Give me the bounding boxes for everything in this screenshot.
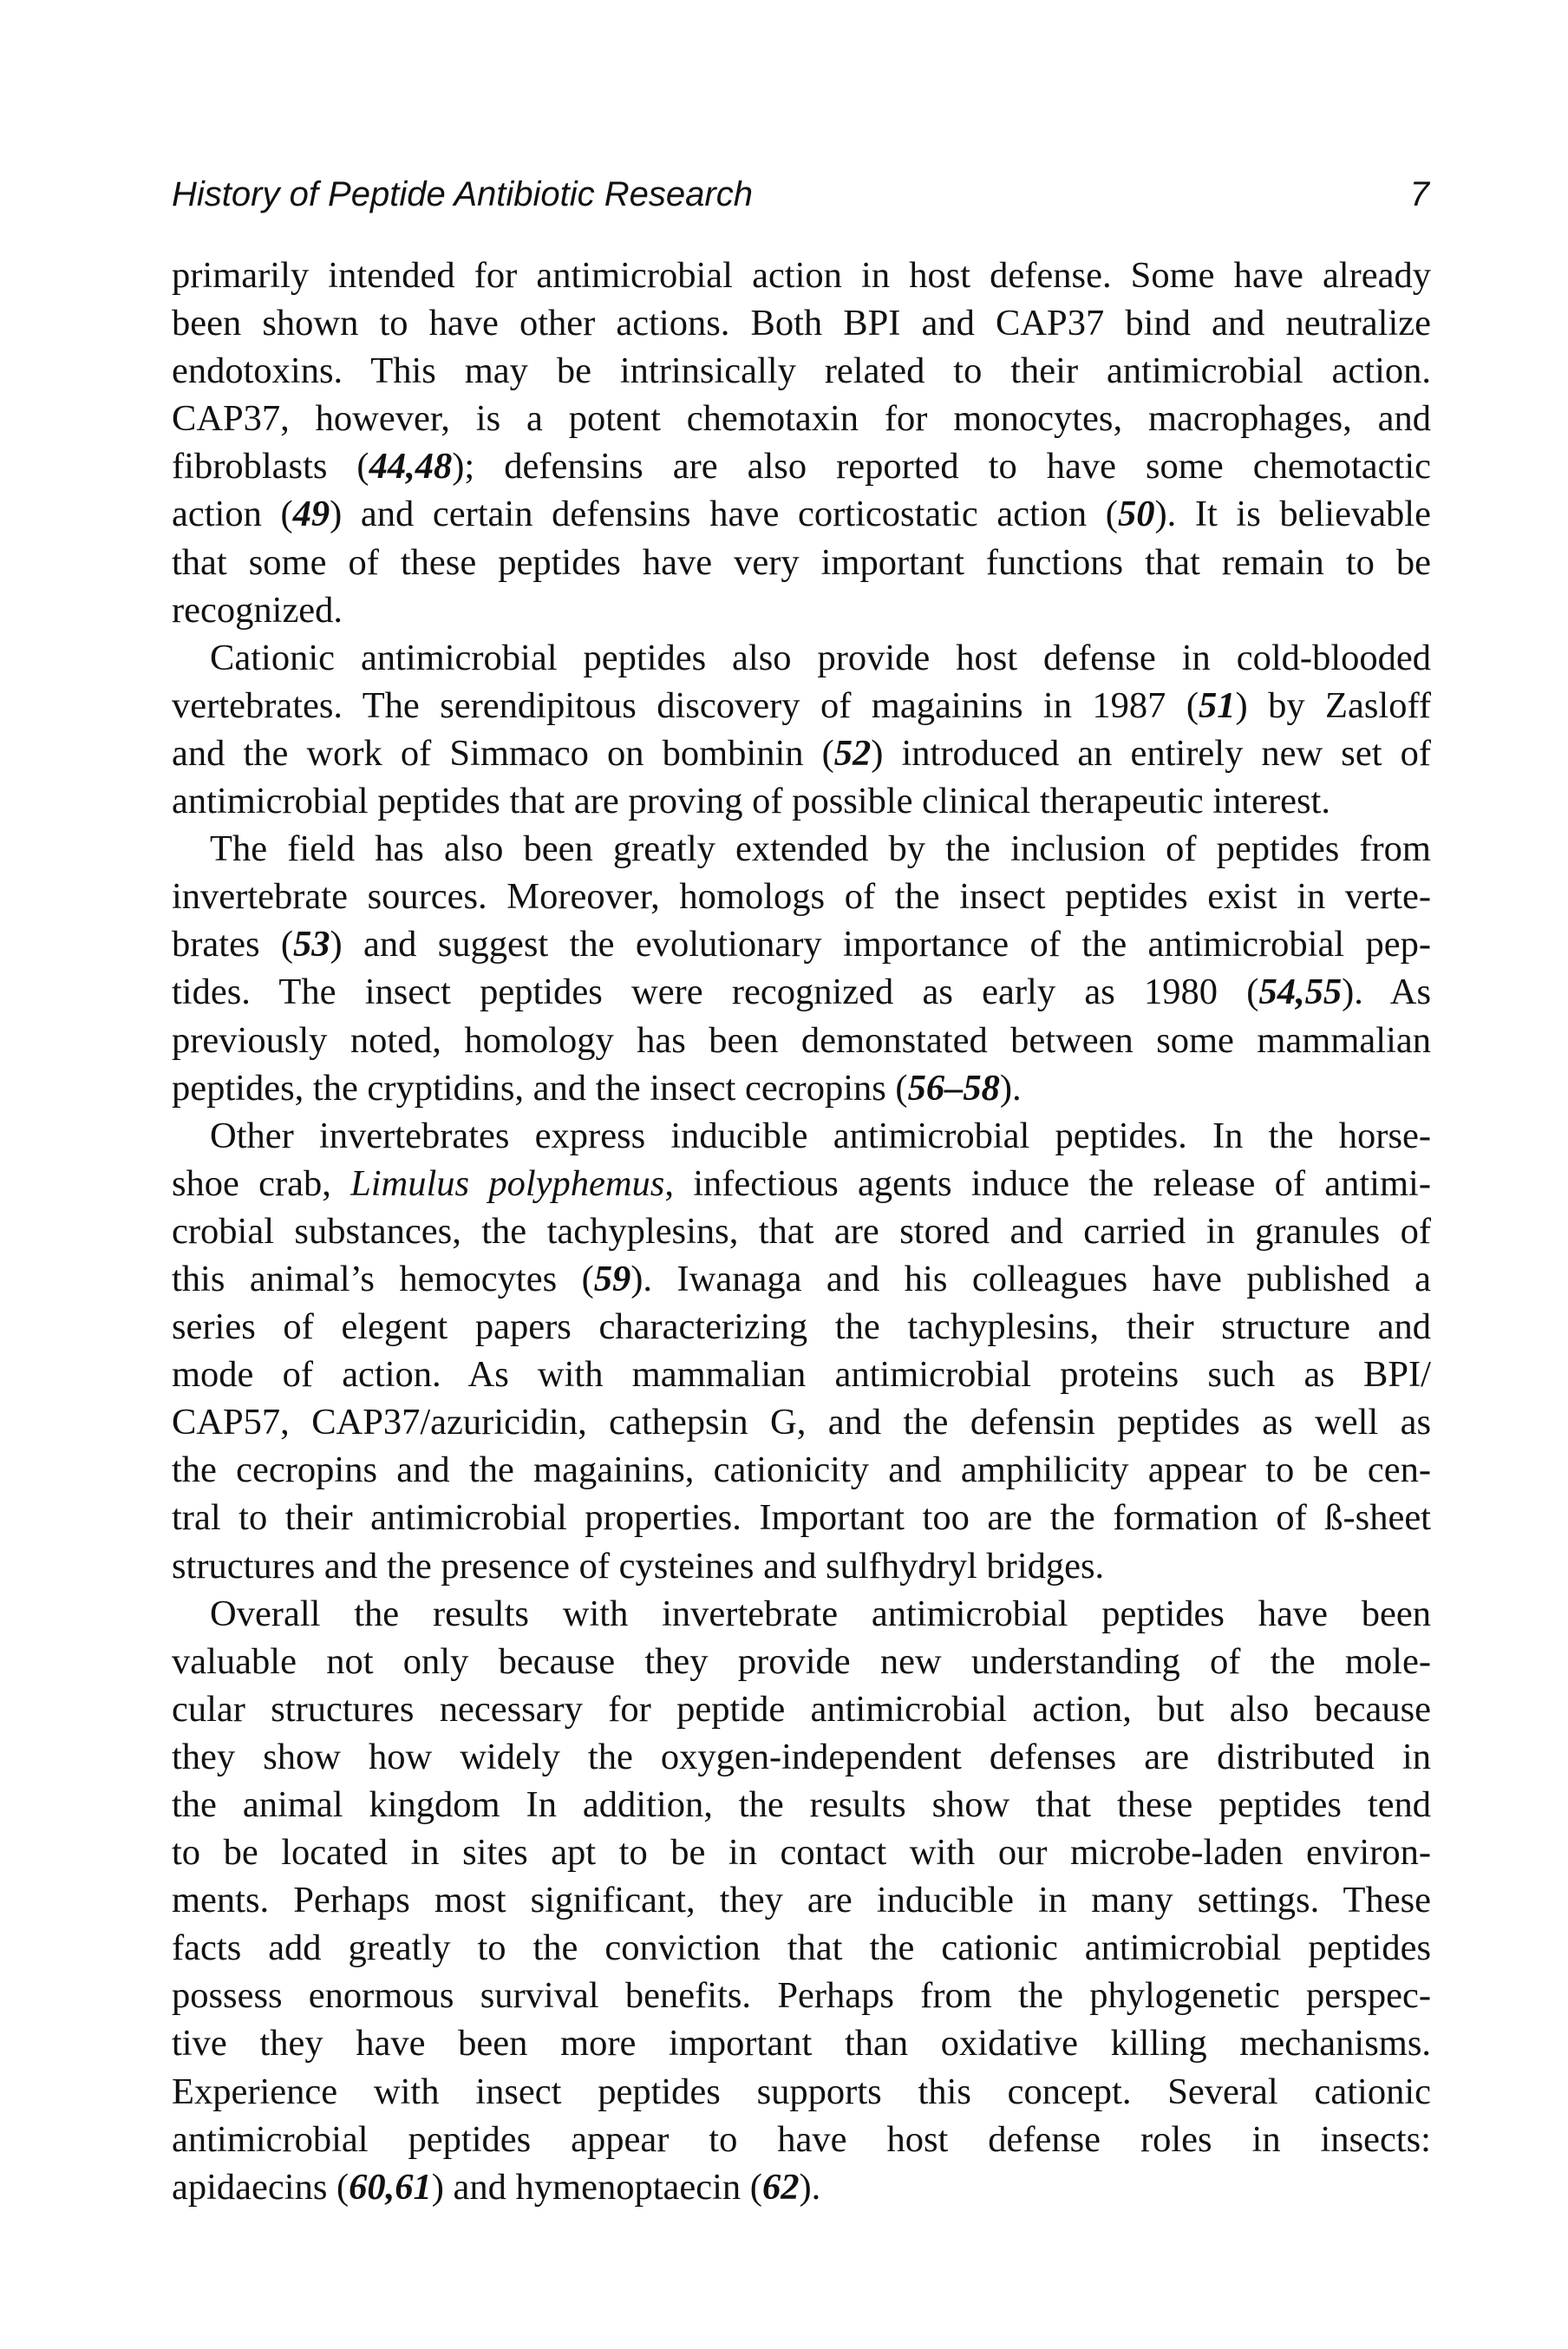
- text-line: [172, 1494, 1431, 1541]
- citation-ref: 52: [833, 732, 872, 774]
- text-line: [172, 490, 1431, 538]
- text-segment: mode of action. As with mammalian antimicrobial proteins such as BPI/: [172, 1354, 1431, 1396]
- text-line: [172, 777, 1431, 825]
- body-text: [172, 252, 1431, 2211]
- running-head: [172, 170, 1431, 219]
- text-segment: ); defensins are also reported to have some chemotactic: [452, 446, 1432, 487]
- text-line: [172, 682, 1431, 730]
- text-segment: CAP57, CAP37/azuricidin, cathepsin G, and the defensin peptides as well as: [172, 1402, 1431, 1443]
- text-segment: previously noted, homology has been demonstated between some mammalian: [172, 1019, 1431, 1061]
- running-head-title: History of Peptide Antibiotic Research: [172, 175, 753, 213]
- text-segment: fibroblasts (: [172, 446, 369, 487]
- text-line: [172, 1542, 1431, 1590]
- paragraph-first-line: [172, 634, 1431, 682]
- text-segment: structures and the presence of cysteines and sulfhydryl bridges.: [172, 1545, 1105, 1587]
- citation-ref: 50: [1117, 494, 1155, 535]
- citation-ref: 59: [593, 1258, 631, 1299]
- text-line: [172, 395, 1431, 442]
- citation-ref: 60,61: [349, 2166, 432, 2208]
- text-line: [172, 1781, 1431, 1829]
- text-line: [172, 1876, 1431, 1924]
- text-line: [172, 2068, 1431, 2116]
- text-segment: brates (: [172, 924, 293, 965]
- species-name: Limulus polyphemus: [350, 1162, 665, 1204]
- text-segment: Experience with insect peptides supports this concept. Several cationic: [172, 2071, 1431, 2112]
- paragraph-first-line: [172, 1590, 1431, 1638]
- text-segment: ) and hymenoptaecin (: [431, 2166, 762, 2208]
- text-segment: ).: [799, 2166, 821, 2208]
- text-segment: antimicrobial peptides appear to have host defense roles in insects:: [172, 2118, 1431, 2160]
- text-segment: endotoxins. This may be intrinsically related to their antimicrobial action.: [172, 350, 1431, 392]
- text-line: [172, 1398, 1431, 1446]
- text-line: [172, 2019, 1431, 2067]
- text-segment: ) and suggest the evolutionary importance of the antimicrobial pep-: [330, 924, 1431, 965]
- text-segment: recognized.: [172, 589, 343, 631]
- text-segment: and the work of Simmaco on bombinin (: [172, 732, 834, 774]
- citation-ref: 51: [1199, 684, 1236, 726]
- text-line: [172, 1972, 1431, 2019]
- text-segment: tides. The insect peptides were recognized as early as 1980 (: [172, 972, 1259, 1013]
- citation-ref: 56–58: [907, 1067, 1000, 1109]
- text-segment: they show how widely the oxygen-independent defenses are distributed in: [172, 1736, 1431, 1777]
- text-segment: The field has also been greatly extended by the inclusion of peptides from: [210, 828, 1431, 870]
- text-line: [172, 1207, 1431, 1255]
- text-segment: antimicrobial peptides that are proving of possible clinical therapeutic interest.: [172, 781, 1330, 822]
- text-segment: peptides, the cryptidins, and the insect cecropins (: [172, 1067, 908, 1109]
- citation-ref: 44,48: [369, 446, 453, 487]
- text-segment: the cecropins and the magainins, cationicity and amphilicity appear to be cen-: [172, 1449, 1431, 1491]
- text-line: [172, 442, 1431, 490]
- text-line: [172, 1351, 1431, 1398]
- text-segment: facts add greatly to the conviction that the cationic antimicrobial peptides: [172, 1927, 1431, 1969]
- text-segment: crobial substances, the tachyplesins, that are stored and carried in granules of: [172, 1210, 1431, 1252]
- text-segment: ). As: [1342, 972, 1431, 1013]
- text-segment: ) and certain defensins have corticostatic action (: [330, 494, 1118, 535]
- text-line: [172, 299, 1431, 347]
- text-line: [172, 1064, 1431, 1112]
- text-segment: vertebrates. The serendipitous discovery of magainins in 1987 (: [172, 684, 1199, 726]
- text-line: [172, 920, 1431, 968]
- text-line: [172, 2163, 1431, 2211]
- text-segment: , infectious agents induce the release of antimi-: [664, 1162, 1431, 1204]
- text-segment: been shown to have other actions. Both BPI and CAP37 bind and neutralize: [172, 303, 1431, 344]
- text-segment: to be located in sites apt to be in contact with our microbe-laden environ-: [172, 1832, 1431, 1874]
- text-line: [172, 1829, 1431, 1876]
- citation-ref: 49: [292, 494, 330, 535]
- citation-ref: 53: [292, 924, 330, 965]
- text-segment: possess enormous survival benefits. Perhaps from the phylogenetic perspec-: [172, 1975, 1431, 2017]
- text-segment: tive they have been more important than oxidative killing mechanisms.: [172, 2023, 1431, 2064]
- text-line: [172, 1017, 1431, 1064]
- text-line: [172, 252, 1431, 299]
- text-segment: ). It is believable: [1154, 494, 1431, 535]
- text-segment: invertebrate sources. Moreover, homologs of the insect peptides exist in verte-: [172, 876, 1431, 918]
- text-line: [172, 539, 1431, 586]
- text-segment: Other invertebrates express inducible antimicrobial peptides. In the horse-: [210, 1115, 1431, 1156]
- text-line: [172, 873, 1431, 920]
- text-segment: ).: [999, 1067, 1022, 1109]
- text-line: [172, 1160, 1431, 1207]
- text-line: [172, 1924, 1431, 1972]
- text-segment: this animal’s hemocytes (: [172, 1258, 594, 1299]
- text-line: [172, 586, 1431, 634]
- text-line: [172, 730, 1431, 777]
- text-segment: primarily intended for antimicrobial action in host defense. Some have already: [172, 255, 1431, 296]
- text-line: [172, 1685, 1431, 1733]
- page-number: 7: [1409, 175, 1429, 213]
- text-segment: Overall the results with invertebrate antimicrobial peptides have been: [210, 1593, 1431, 1634]
- text-line: [172, 1255, 1431, 1303]
- text-segment: Cationic antimicrobial peptides also provide host defense in cold-blooded: [210, 637, 1431, 678]
- text-segment: CAP37, however, is a potent chemotaxin for monocytes, macrophages, and: [172, 398, 1431, 440]
- text-segment: that some of these peptides have very important functions that remain to be: [172, 541, 1431, 583]
- text-line: [172, 1446, 1431, 1494]
- text-segment: the animal kingdom In addition, the results show that these peptides tend: [172, 1784, 1431, 1825]
- text-line: [172, 968, 1431, 1016]
- paragraph-first-line: [172, 825, 1431, 873]
- text-line: [172, 1733, 1431, 1781]
- text-segment: cular structures necessary for peptide antimicrobial action, but also because: [172, 1688, 1431, 1730]
- paragraph-first-line: [172, 1112, 1431, 1160]
- text-line: [172, 2116, 1431, 2163]
- citation-ref: 62: [761, 2166, 800, 2208]
- text-segment: series of elegent papers characterizing the tachyplesins, their structure and: [172, 1306, 1431, 1348]
- text-segment: shoe crab,: [172, 1162, 351, 1204]
- text-line: [172, 1638, 1431, 1685]
- text-segment: ). Iwanaga and his colleagues have published a: [630, 1258, 1431, 1299]
- text-segment: tral to their antimicrobial properties. Important too are the formation of ß-sheet: [172, 1497, 1431, 1539]
- text-segment: ments. Perhaps most significant, they are inducible in many settings. These: [172, 1880, 1431, 1921]
- citation-ref: 54,55: [1258, 972, 1343, 1013]
- text-line: [172, 1303, 1431, 1351]
- text-line: [172, 347, 1431, 395]
- text-segment: valuable not only because they provide new understanding of the mole-: [172, 1640, 1431, 1682]
- text-segment: apidaecins (: [172, 2166, 350, 2208]
- text-segment: ) introduced an entirely new set of: [871, 732, 1431, 774]
- text-segment: ) by Zasloff: [1235, 684, 1431, 726]
- text-segment: action (: [172, 494, 293, 535]
